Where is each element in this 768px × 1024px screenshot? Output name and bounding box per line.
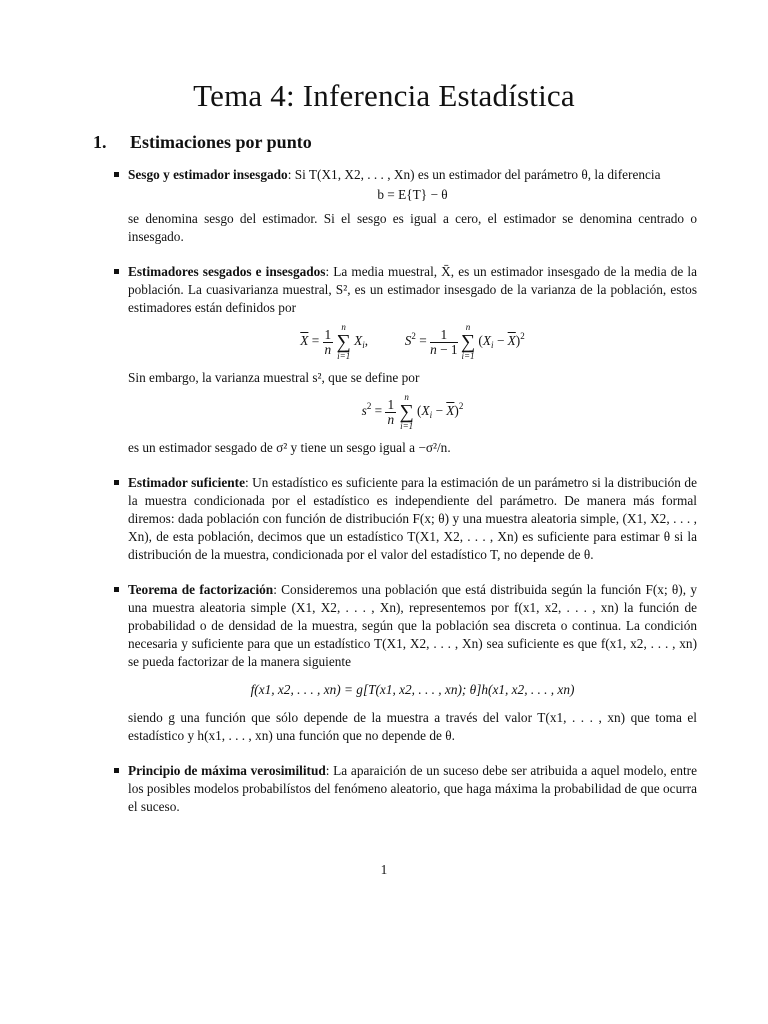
bullet-icon	[114, 269, 119, 274]
equation-sample-variance: $s^2$ = $\frac{1}{n}$ n ∑ i=1 $(X_i - \overline{X})^2$	[361, 392, 464, 431]
item-text: : La media muestral, X̄, es un estimador insesgado de la media de la población. La cuasivarianza muestral, S², es un estimador insesgado de la varianza de la población, estos estimadores están definidos por	[128, 264, 697, 315]
item-text-after: siendo g una función que sólo depende de la muestra a través del valor T(x1, . . . , xn) que toma el estadístico y h(x1, . . . , xn) una función que no depende de θ.	[128, 710, 697, 743]
bullet-icon	[114, 587, 119, 592]
page-number: 1	[380, 862, 388, 877]
list-item-sesgo	[113, 166, 697, 246]
list-item-verosimilitud	[113, 762, 697, 816]
equation-bias: b = E{T} − θ	[377, 187, 448, 202]
item-paragraph	[128, 762, 697, 816]
definitions-list	[113, 166, 697, 833]
item-paragraph	[128, 581, 697, 671]
item-text: : Un estadístico es suficiente para la estimación de un parámetro si la distribución de la muestra condicionada por el estadístico es independiente del parámetro. De manera más formal diremos: dada población con función de distribución F(x; θ) y una muestra aleatoria simple, (X1, X2, . . . , Xn), de esta población, decimos que un estadístico T(X1, X2, . . . , Xn) es suficiente para estimar θ si la distribución de la muestra, condicionada por el valor del estadístico T, no depende de θ.	[128, 475, 697, 562]
document-title: Tema 4: Inferencia Estadística	[193, 78, 575, 113]
item-term: Estimador suficiente	[128, 475, 245, 490]
list-item-estimadores	[113, 263, 697, 457]
item-paragraph	[128, 474, 697, 564]
equation-factorization: f(x1, x2, . . . , xn) = g[T(x1, x2, . . . , xn); θ]h(x1, x2, . . . , xn)	[250, 682, 575, 697]
section-heading	[93, 132, 312, 153]
bullet-icon	[114, 172, 119, 177]
section-number: 1.	[93, 132, 107, 152]
item-term: Teorema de factorización	[128, 582, 274, 597]
item-paragraph	[128, 263, 697, 317]
item-text-after: es un estimador sesgado de σ² y tiene un sesgo igual a −σ²/n.	[128, 440, 451, 455]
item-paragraph	[128, 166, 697, 184]
item-text-after: se denomina sesgo del estimador. Si el sesgo es igual a cero, el estimador se denomina centrado o insesgado.	[128, 211, 697, 244]
equation-mean-quasivariance: $\overline{X}$ = $\frac{1}{n}$ n ∑ i=1 $X_i$, $S^2$ = $\frac{1}{n - 1}$ n ∑ i=1 $(X_i - \overline{X})^2$	[300, 322, 525, 361]
list-item-factorizacion	[113, 581, 697, 745]
item-text-middle: Sin embargo, la varianza muestral s², que se define por	[128, 370, 420, 385]
item-text: : Si T(X1, X2, . . . , Xn) es un estimador del parámetro θ, la diferencia	[287, 167, 661, 182]
bullet-icon	[114, 480, 119, 485]
item-term: Sesgo y estimador insesgado	[128, 167, 288, 182]
item-term: Principio de máxima verosimilitud	[128, 763, 326, 778]
list-item-suficiente	[113, 474, 697, 564]
section-title: Estimaciones por punto	[130, 132, 312, 152]
item-term: Estimadores sesgados e insesgados	[128, 264, 326, 279]
item-text: : La aparaición de un suceso debe ser atribuida a aquel modelo, entre los posibles modelos probabilístos del fenómeno aleatorio, que haga máxima la probabilidad de que ocurra el suceso.	[128, 763, 697, 814]
item-text: : Consideremos una población que está distribuida según la función F(x; θ), y una muestra aleatoria simple (X1, X2, . . . , Xn), representemos por f(x1, x2, . . . , xn) la función de probabilidad o de densidad de la muestra, según que la población sea discreta o continua. La condición necesaria y suficiente para que un estadístico T(X1, X2, . . . , Xn) sea suficiente es que f(x1, x2, . . . , xn) se pueda factorizar de la manera siguiente	[128, 582, 697, 669]
bullet-icon	[114, 768, 119, 773]
